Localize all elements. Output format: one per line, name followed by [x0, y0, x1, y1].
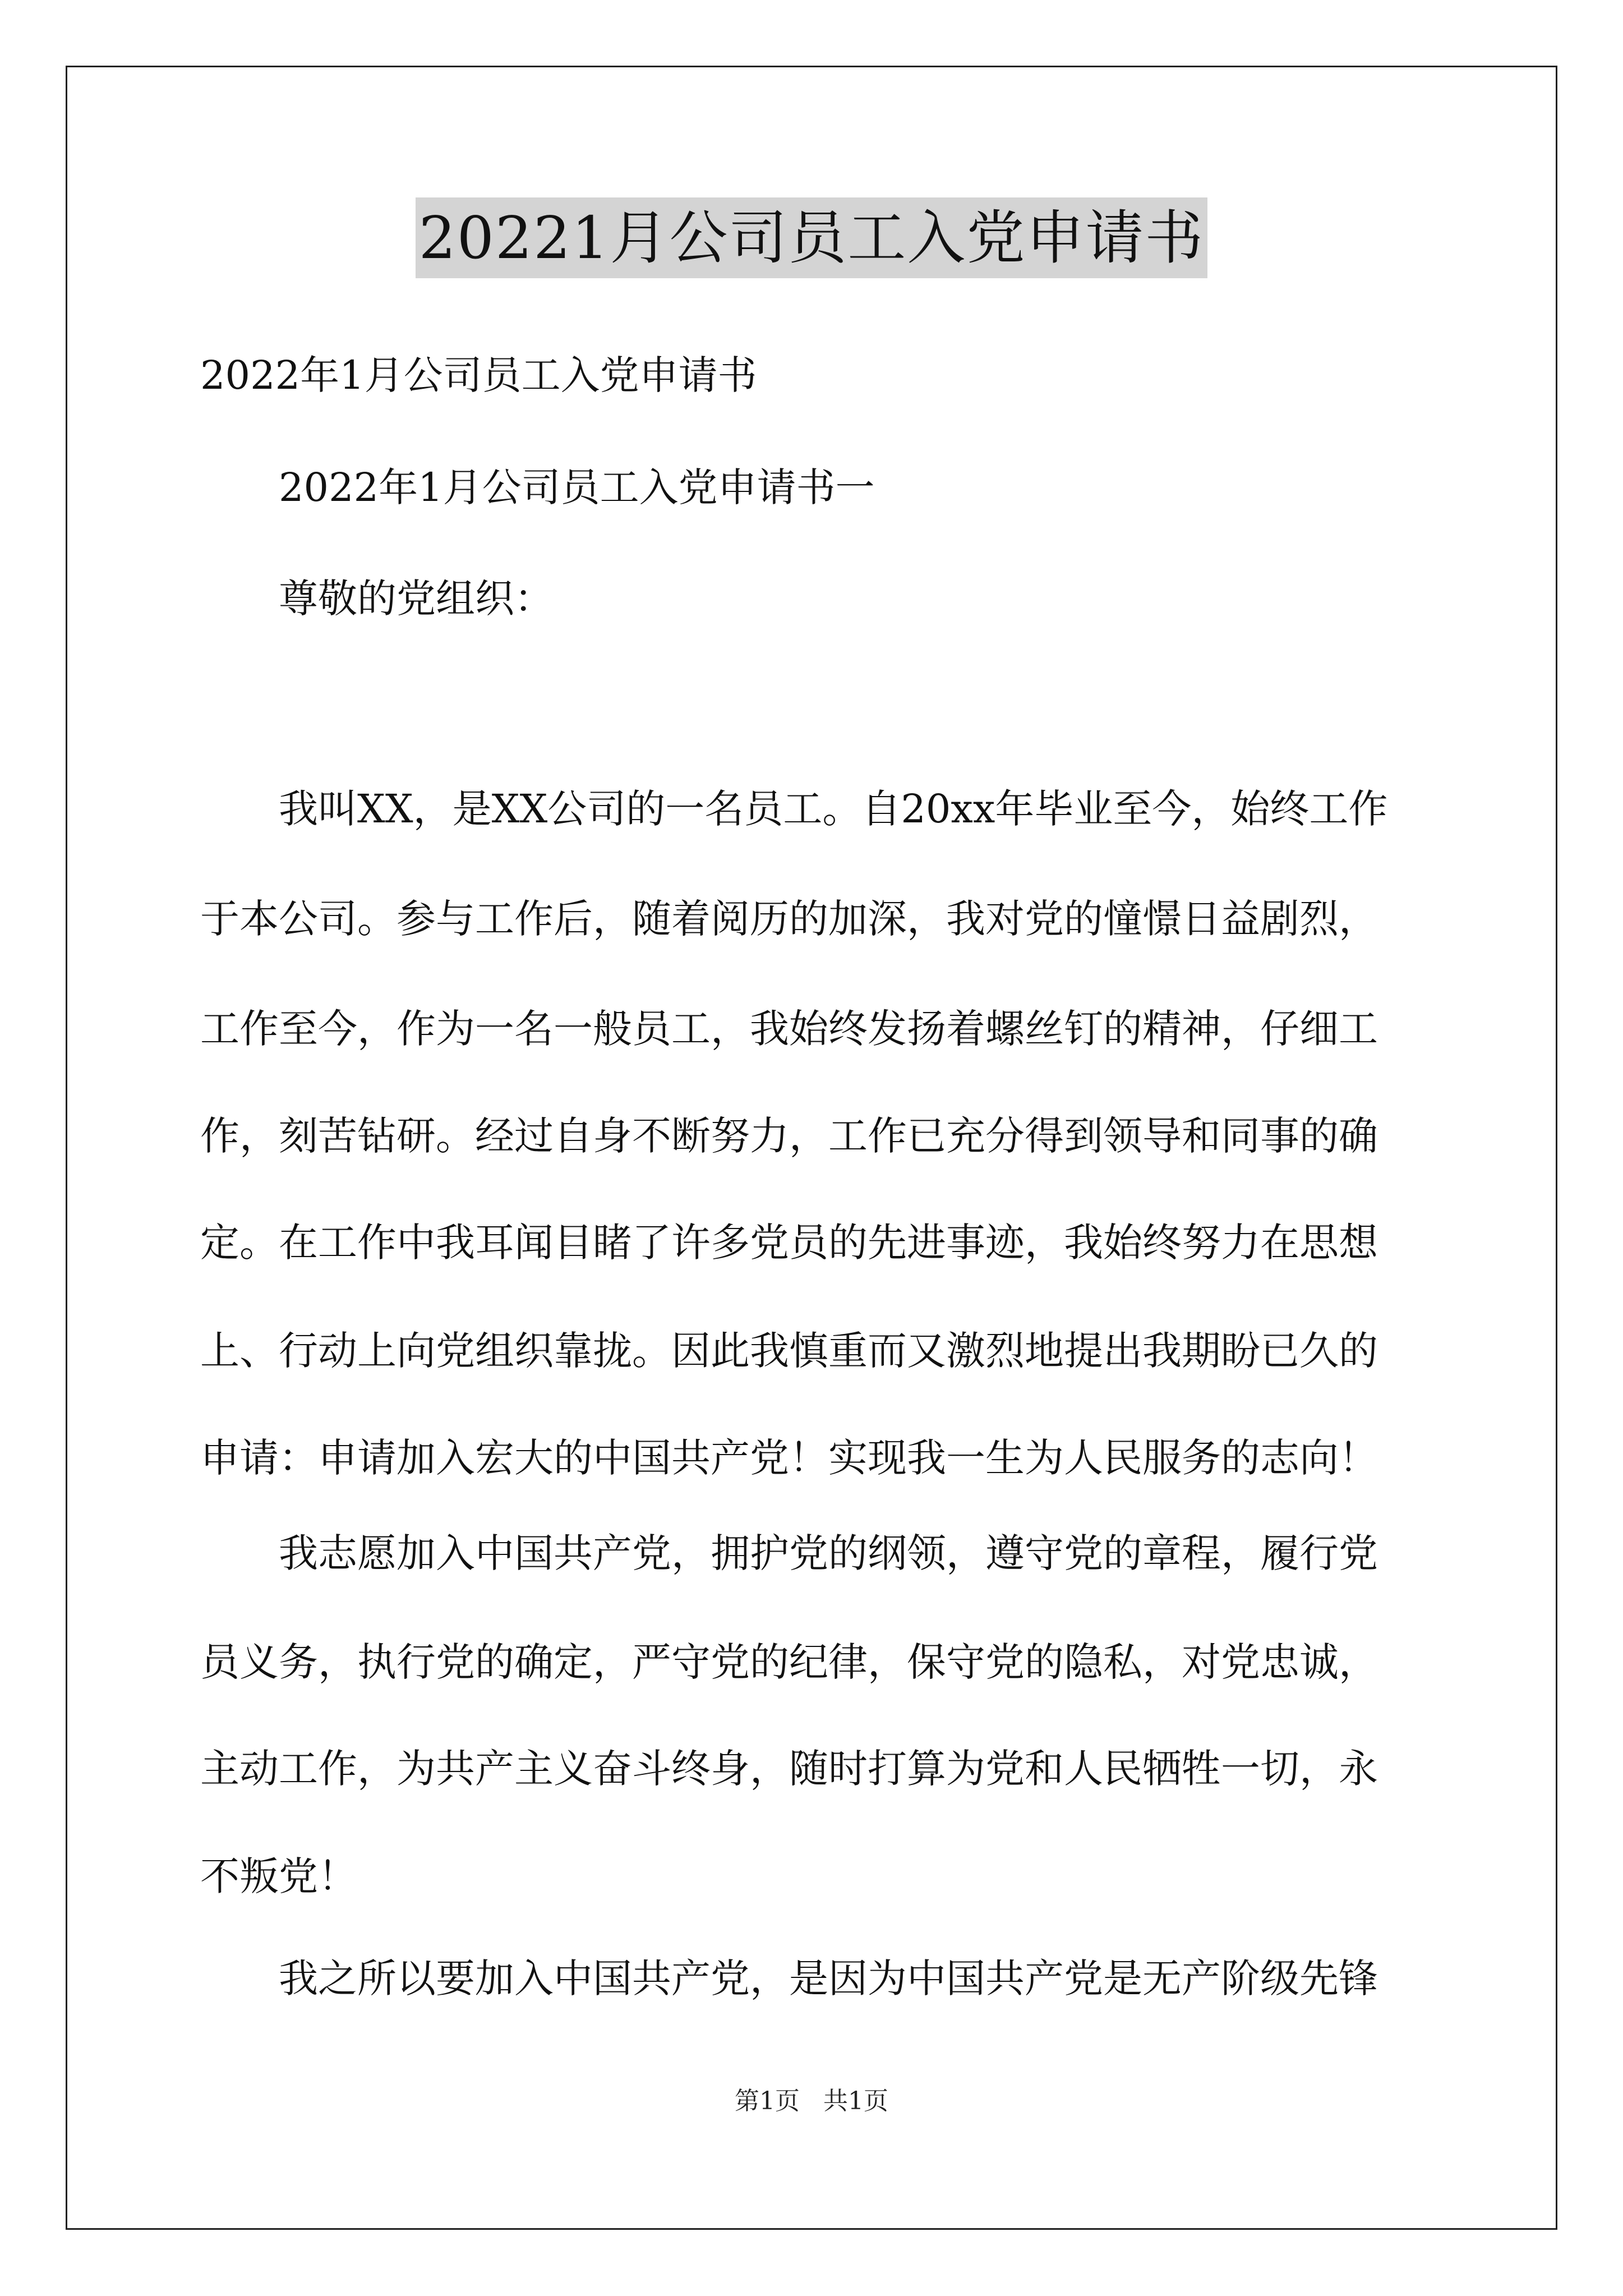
section-heading: 2022年1月公司员工入党申请书一	[279, 464, 875, 510]
title-container	[0, 197, 1623, 278]
paragraph-line: 于本公司。参与工作后，随着阅历的加深，我对党的憧憬日益剧烈，	[200, 896, 1378, 942]
page-number: 第1页	[735, 2087, 800, 2115]
salutation: 尊敬的党组织：	[279, 576, 554, 622]
paragraph-line: 申请：申请加入宏大的中国共产党！实现我一生为人民服务的志向！	[200, 1435, 1378, 1481]
page-total: 共1页	[823, 2087, 888, 2115]
paragraph-line: 我叫XX，是XX公司的一名员工。自20xx年毕业至今，始终工作	[279, 786, 1388, 832]
document-title: 20221月公司员工入党申请书	[416, 197, 1208, 278]
subtitle-line: 2022年1月公司员工入党申请书	[200, 352, 757, 398]
page-footer	[0, 2086, 1623, 2117]
paragraph-line: 上、行动上向党组织靠拢。因此我慎重而又激烈地提出我期盼已久的	[200, 1328, 1378, 1374]
paragraph-line: 定。在工作中我耳闻目睹了许多党员的先进事迹，我始终努力在思想	[200, 1220, 1378, 1266]
paragraph-line: 我之所以要加入中国共产党，是因为中国共产党是无产阶级先锋	[279, 1955, 1378, 2001]
paragraph-line: 员义务，执行党的确定，严守党的纪律，保守党的隐私，对党忠诚，	[200, 1639, 1378, 1685]
paragraph-line: 作，刻苦钻研。经过自身不断努力，工作已充分得到领导和同事的确	[200, 1113, 1378, 1159]
paragraph-line: 工作至今，作为一名一般员工，我始终发扬着螺丝钉的精神，仔细工	[200, 1006, 1378, 1052]
paragraph-line: 不叛党！	[200, 1853, 357, 1899]
paragraph-line: 主动工作，为共产主义奋斗终身，随时打算为党和人民牺牲一切，永	[200, 1746, 1378, 1792]
paragraph-line: 我志愿加入中国共产党，拥护党的纲领，遵守党的章程，履行党	[279, 1530, 1378, 1576]
